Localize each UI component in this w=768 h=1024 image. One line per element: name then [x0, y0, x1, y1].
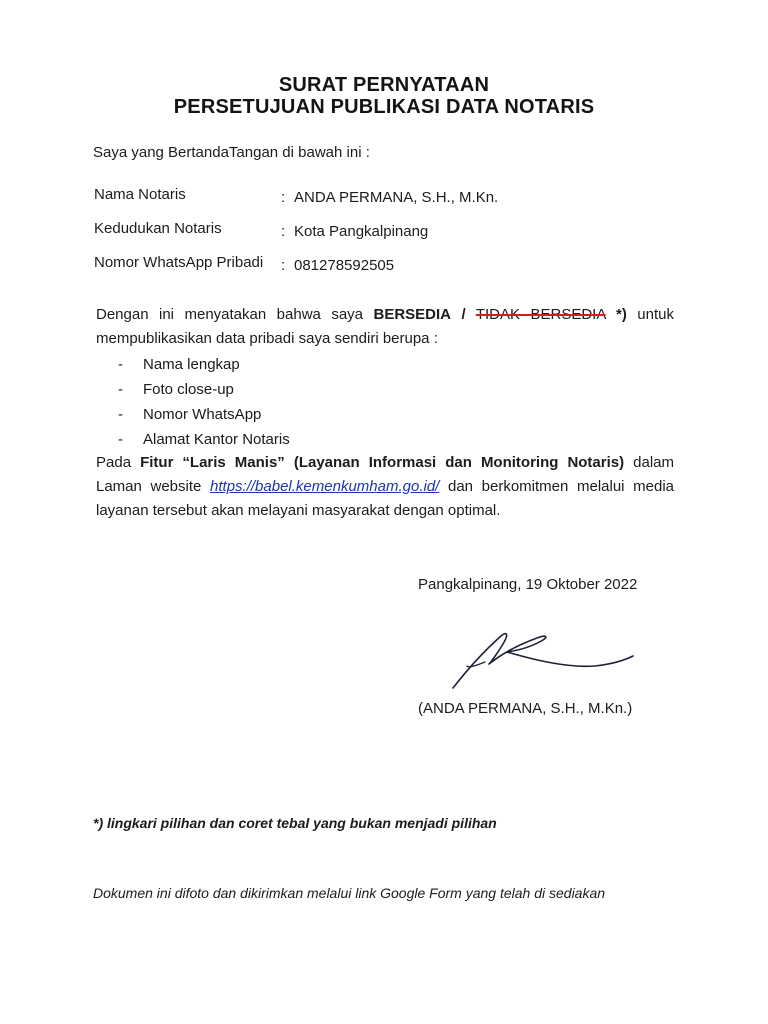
- list-dash: -: [118, 381, 123, 398]
- list-dash: -: [118, 356, 123, 373]
- list-item: [118, 352, 290, 377]
- option-bersedia: BERSEDIA: [373, 306, 451, 323]
- instruction-note: *) lingkari pilihan dan coret tebal yang bukan menjadi pilihan: [93, 815, 497, 831]
- list-item-label: Foto close-up: [143, 381, 234, 398]
- signature-image: [445, 622, 645, 694]
- statement-suffix: untuk: [637, 306, 674, 323]
- place-date: Pangkalpinang, 19 Oktober 2022: [418, 576, 638, 593]
- field-colon: :: [281, 223, 286, 240]
- list-dash: -: [118, 431, 123, 448]
- field-colon: :: [281, 257, 286, 274]
- list-item-label: Alamat Kantor Notaris: [143, 431, 290, 448]
- commitment-line-3: layanan tersebut akan melayani masyarakat dengan optimal.: [96, 502, 501, 519]
- field-value-nama: ANDA PERMANA, S.H., M.Kn.: [294, 189, 499, 206]
- field-colon: :: [281, 189, 286, 206]
- field-label-nama: Nama Notaris: [94, 186, 186, 203]
- field-label-whatsapp: Nomor WhatsApp Pribadi: [94, 254, 264, 271]
- document-title: SURAT PERNYATAAN: [278, 74, 490, 96]
- list-item-label: Nomor WhatsApp: [143, 406, 262, 423]
- footer-note: Dokumen ini difoto dan dikirimkan melalui link Google Form yang telah di sediakan: [93, 885, 606, 901]
- document-subtitle: PERSETUJUAN PUBLIKASI DATA NOTARIS: [173, 96, 595, 118]
- list-item: [118, 402, 290, 427]
- intro-text: Saya yang BertandaTangan di bawah ini :: [93, 144, 370, 161]
- list-item-label: Nama lengkap: [143, 356, 240, 373]
- data-items-list: [118, 352, 290, 452]
- statement-line-2: mempublikasikan data pribadi saya sendiri berupa :: [96, 330, 438, 347]
- signer-name: (ANDA PERMANA, S.H., M.Kn.): [418, 700, 633, 717]
- option-tidak-bersedia-struck: TIDAK BERSEDIA: [475, 306, 606, 323]
- option-marker: *): [615, 306, 627, 323]
- commitment-line-1: [96, 454, 674, 472]
- commitment-text: Pada: [96, 454, 132, 471]
- statement-prefix: Dengan ini menyatakan bahwa saya: [96, 306, 364, 323]
- list-item: [118, 427, 290, 452]
- field-value-whatsapp: 081278592505: [294, 257, 395, 274]
- commitment-text: dalam: [633, 454, 675, 471]
- list-item: [118, 377, 290, 402]
- option-separator: /: [461, 306, 466, 323]
- list-dash: -: [118, 406, 123, 423]
- statement-line-1: [96, 306, 674, 324]
- field-label-kedudukan: Kedudukan Notaris: [94, 220, 222, 237]
- commitment-text: dan berkomitmen melalui media: [447, 478, 675, 495]
- field-value-kedudukan: Kota Pangkalpinang: [294, 223, 429, 240]
- website-link[interactable]: https://babel.kemenkumham.go.id/: [210, 478, 440, 495]
- feature-name: Fitur “Laris Manis” (Layanan Informasi dan Monitoring Notaris): [140, 454, 625, 471]
- commitment-line-2: [96, 478, 674, 496]
- commitment-text: Laman website: [96, 478, 202, 495]
